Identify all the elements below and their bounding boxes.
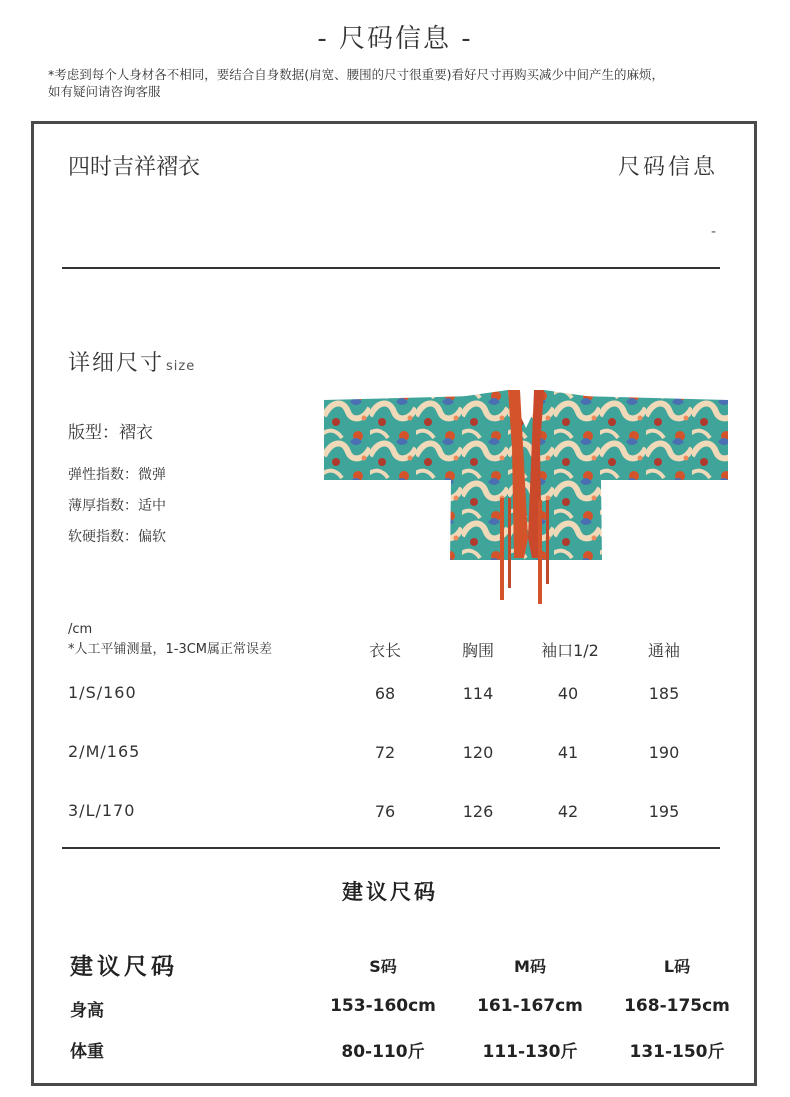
size-cell: 185: [648, 684, 680, 703]
product-name: 四时吉祥褶衣: [68, 155, 201, 180]
height-value-m: 161-167cm: [477, 996, 583, 1016]
size-cell: 42: [557, 802, 579, 821]
height-value-l: 168-175cm: [624, 996, 730, 1016]
size-cell: 190: [648, 743, 680, 762]
unit-label: /cm: [68, 622, 93, 637]
size-notice: [48, 66, 748, 100]
size-info-label: 尺码信息: [617, 155, 718, 180]
weight-label: 体重: [70, 1042, 104, 1062]
size-cell: 76: [374, 802, 396, 821]
size-cell: 40: [557, 684, 579, 703]
dash-mark: -: [711, 224, 717, 240]
thickness-attr: 薄厚指数：适中: [68, 498, 166, 514]
jacket-image: [324, 388, 728, 606]
header-cuff: 袖口1/2: [541, 641, 599, 660]
detail-title: [68, 346, 195, 377]
height-label: 身高: [70, 1001, 104, 1021]
size-cell: 195: [648, 802, 680, 821]
elasticity-attr: 弹性指数：微弹: [68, 467, 166, 483]
header-chest: 胸围: [461, 641, 494, 660]
fit-label: 版型：褶衣: [68, 423, 153, 443]
divider-bottom: [62, 847, 720, 849]
recommend-col-l: L码: [663, 957, 691, 976]
recommend-title: 建议尺码: [342, 880, 438, 904]
size-cell: 68: [374, 684, 396, 703]
divider-top: [62, 267, 720, 269]
header-length: 衣长: [368, 641, 401, 660]
size-row-label: 1/S/160: [68, 683, 137, 702]
size-cell: 72: [374, 743, 396, 762]
size-row-label: 2/M/165: [68, 742, 141, 761]
size-cell: 120: [462, 743, 494, 762]
size-cell: 126: [462, 802, 494, 821]
page-title: - 尺码信息 -: [317, 24, 473, 54]
size-cell: 41: [557, 743, 579, 762]
detail-title-en: size: [166, 359, 196, 374]
size-notice-line-1: *考虑到每个人身材各不相同，要结合自身数据(肩宽、腰围的尺寸很重要)看好尺寸再购买减少中间产生的麻烦，: [48, 67, 665, 82]
weight-value-l: 131-150斤: [629, 1042, 725, 1062]
recommend-col-s: S码: [369, 957, 397, 976]
measure-note: *人工平铺测量，1-3CM属正常误差: [68, 642, 273, 657]
size-cell: 114: [462, 684, 494, 703]
header-sleeve-span: 通袖: [647, 641, 680, 660]
weight-value-m: 111-130斤: [482, 1042, 578, 1062]
detail-title-cn: 详细尺寸: [68, 351, 165, 376]
size-notice-line-2: 如有疑问请咨询客服: [48, 84, 161, 99]
recommend-col-m: M码: [514, 957, 546, 976]
softness-attr: 软硬指数：偏软: [68, 529, 166, 545]
height-value-s: 153-160cm: [330, 996, 436, 1016]
size-row-label: 3/L/170: [68, 801, 136, 820]
weight-value-s: 80-110斤: [341, 1042, 425, 1062]
recommend-table-head: 建议尺码: [70, 954, 178, 980]
